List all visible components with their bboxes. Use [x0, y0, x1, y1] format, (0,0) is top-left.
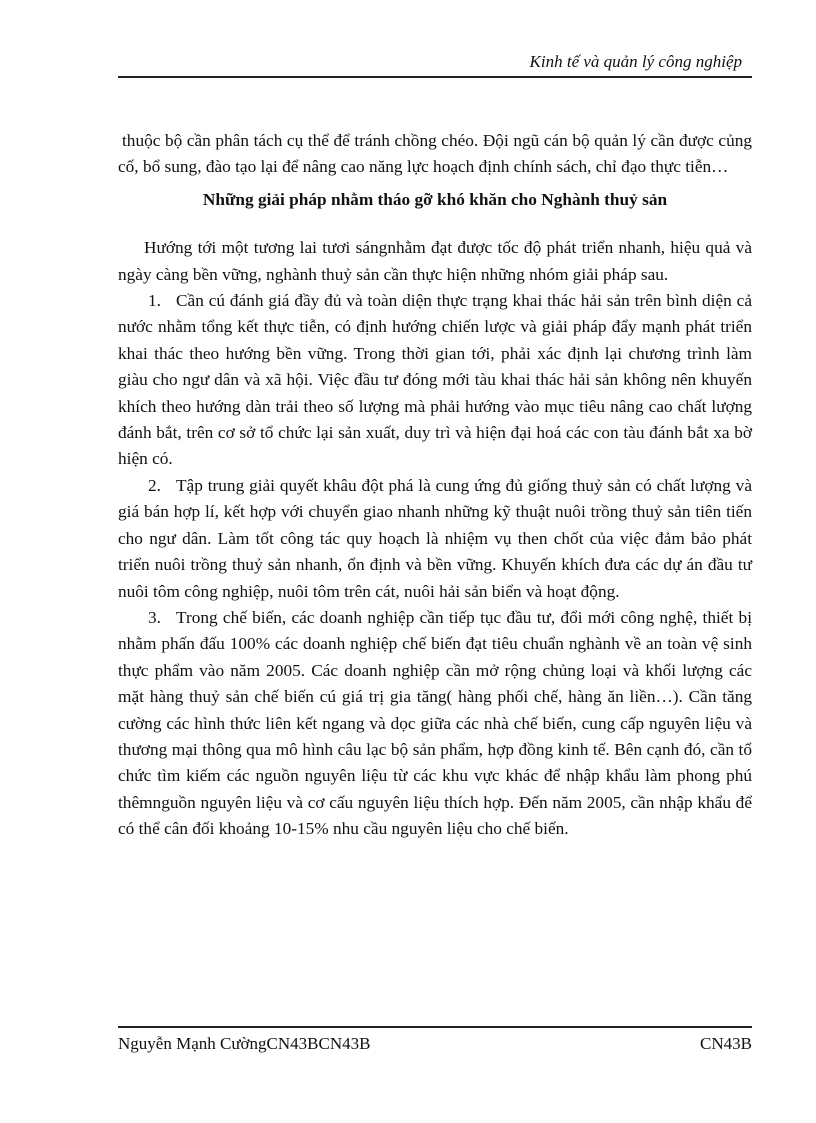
list-item-number: 3. [148, 607, 161, 627]
list-item [118, 288, 752, 473]
list-item-number: 2. [148, 475, 161, 495]
footer-class-code: CN43B [700, 1034, 752, 1053]
list-item-text: Cần cú đánh giá đầy đủ và toàn diện thực trạng khai thác hải sản trên bình diện cả nước nhằm tổng kết thực tiễn, có định hướng chiến lược và giải pháp đẩy mạnh phát triển khai thác theo hướng bền vững. Trong thời gian tới, phải xác định lại chương trình làm giàu cho ngư dân và xã hội. Việc đầu tư đóng mới tàu khai thác hải sản không nên khuyến khích theo hướng dàn trải theo số lượng mà phải hướng vào mục tiêu nâng cao chất lượng đánh bắt, trên cơ sở tổ chức lại sản xuất, duy trì và hiện đại hoá các con tàu đánh bắt xa bờ hiện có. [118, 291, 752, 469]
list-item [118, 605, 752, 843]
list-item-text: Trong chế biến, các doanh nghiệp cần tiếp tục đầu tư, đổi mới công nghệ, thiết bị nhằm phấn đấu 100% các doanh nghiệp chế biến đạt tiêu chuẩn nghành về an toàn vệ sinh thực phẩm vào năm 2005. Các doanh nghiệp cần mở rộng chủng loại và khối lượng các mặt hàng thuỷ sản chế biến cú giá trị gia tăng( hàng phối chế, hàng ăn liền…). Cần tăng cường các hình thức liên kết ngang và dọc giữa các nhà chế biến, cung cấp nguyên liệu và thương mại thông qua mô hình câu lạc bộ sản phẩm, hợp đồng kinh tế. Bên cạnh đó, cần tổ chức tìm kiếm các nguồn nguyên liệu từ các khu vực khác để nhập khẩu làm phong phú thêmnguồn nguyên liệu và cơ cấu nguyên liệu thích hợp. Đến năm 2005, cần nhập khẩu để có thể cân đối khoảng 10-15% nhu cầu nguyên liệu cho chế biến. [118, 607, 752, 839]
list-item-text: Tập trung giải quyết khâu đột phá là cung ứng đủ giống thuỷ sản có chất lượng và giá bán hợp lí, kết hợp với chuyển giao nhanh những kỹ thuật nuôi trồng thuỷ sản tiên tiến cho ngư dân. Làm tốt công tác quy hoạch là nhiệm vụ then chốt của việc đảm bảo phát triển nuôi trồng thuỷ sản nhanh, ổn định và bền vững. Khuyến khích đưa các dự án đầu tư nuôi tôm công nghiệp, nuôi tôm trên cát, nuôi hải sản biển và hoạt động. [118, 475, 752, 601]
header-divider [118, 76, 752, 78]
section-heading: Những giải pháp nhằm tháo gỡ khó khăn cho Nghành thuỷ sản [202, 189, 668, 209]
intro-paragraph: Hướng tới một tương lai tươi sángnhằm đạt được tốc độ phát triển nhanh, hiệu quả và ngày càng bền vững, nghành thuỷ sản cần thực hiện những nhóm giải pháp sau. [118, 238, 752, 284]
header-title: Kinh tế và quản lý công nghiệp [529, 52, 742, 71]
footer-divider [118, 1026, 752, 1028]
page-content [118, 128, 752, 843]
continuation-paragraph: thuộc bộ cần phân tách cụ thể để tránh chồng chéo. Đội ngũ cán bộ quản lý cần được củng cố, bổ sung, đào tạo lại để nâng cao năng lực hoạch định chính sách, chỉ đạo thực tiễn… [118, 131, 752, 177]
list-item [118, 473, 752, 605]
list-item-number: 1. [148, 291, 161, 311]
footer-author: Nguyễn Mạnh CườngCN43BCN43B [118, 1034, 371, 1053]
